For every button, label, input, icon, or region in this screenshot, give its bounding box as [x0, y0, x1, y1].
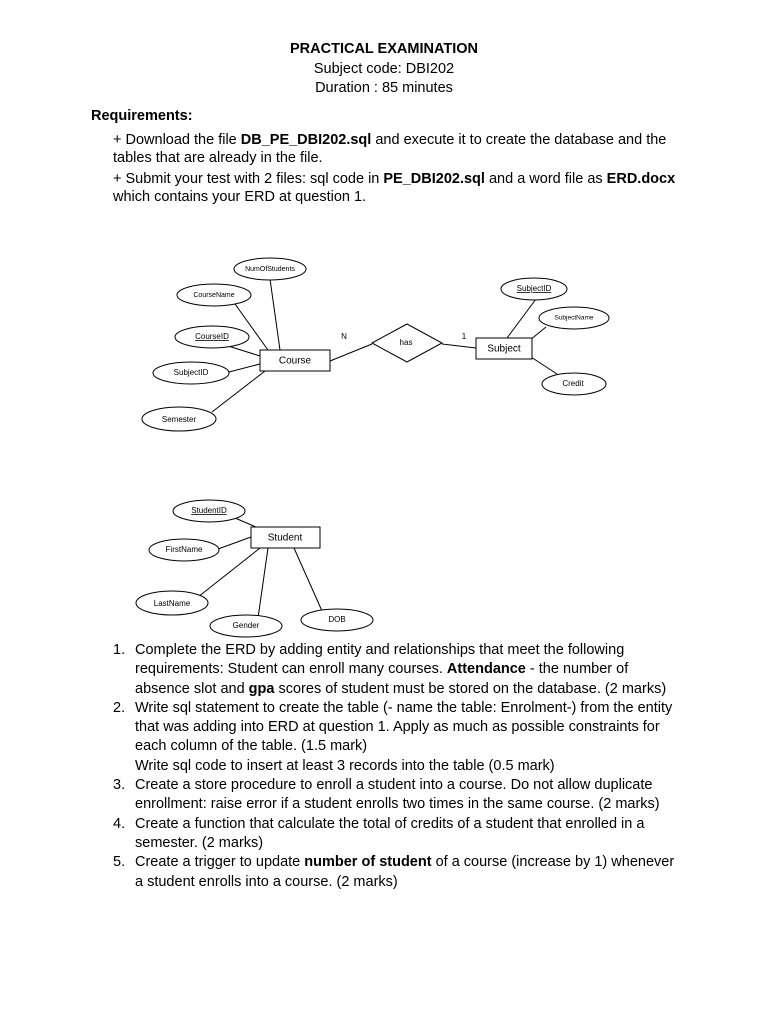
requirement-download-prefix: + Download the file	[113, 132, 241, 148]
gpa-term: gpa	[248, 680, 275, 697]
cardinality-n: N	[341, 332, 347, 342]
entity-course-label: Course	[278, 355, 312, 367]
question-number: 4.	[113, 815, 126, 832]
submit-sql-file-name: PE_DBI202.sql	[383, 171, 485, 187]
attr-lastname-label: LastName	[153, 599, 191, 609]
requirements-heading: Requirements:	[91, 108, 193, 124]
entity-subject-label: Subject	[487, 343, 521, 355]
attr-coursename-label: CourseName	[193, 291, 235, 299]
question-4	[113, 815, 683, 854]
question-number: 3.	[113, 777, 126, 794]
question-text: - the number of absence slot and	[135, 661, 629, 697]
question-text: scores of student must be stored on the database. (2 marks)	[274, 680, 667, 697]
attr-dob-label: DOB	[328, 615, 346, 625]
requirement-download	[113, 131, 693, 167]
erd-diagram	[0, 240, 768, 640]
attr-gender-label: Gender	[232, 621, 260, 631]
requirement-submit-suffix: which contains your ERD at question 1.	[113, 189, 367, 205]
attr-subjectid-label: SubjectID	[516, 284, 552, 294]
requirement-submit-middle: and a word file as	[484, 171, 607, 187]
attr-course-subjectid-label: SubjectID	[173, 368, 209, 378]
attr-numofstudents-label: NumOfStudents	[245, 265, 295, 273]
question-text: Create a store procedure to enroll a student into a course. Do not allow duplicate enrollment: raise error if a student enrolls two times in the same course. (2 marks)	[135, 777, 660, 813]
question-1	[113, 641, 683, 699]
question-2	[113, 699, 683, 776]
question-text: Create a trigger to update	[135, 854, 305, 871]
question-text: Write sql statement to create the table (- name the table: Enrolment-) from the entity that was adding into ERD at question 1. Apply as much as possible constraints for each column of the table. (1.5 mark)	[135, 699, 673, 755]
question-3	[113, 776, 683, 815]
requirement-submit	[113, 170, 693, 206]
requirement-download-suffix: and execute it to create the database and the tables that are already in the file.	[113, 132, 667, 166]
question-number: 1.	[113, 642, 126, 658]
attr-courseid-label: CourseID	[195, 332, 229, 342]
attr-semester-label: Semester	[161, 415, 197, 425]
sql-file-name: DB_PE_DBI202.sql	[240, 132, 372, 148]
question-list	[113, 641, 683, 892]
duration: Duration : 85 minutes	[315, 80, 453, 96]
entity-student-label: Student	[267, 532, 303, 544]
question-text: Complete the ERD by adding entity and relationships that meet the following requirements: Student can enroll many courses.	[135, 642, 625, 678]
question-number: 2.	[113, 699, 126, 716]
question-5	[113, 853, 683, 892]
question-text: Create a function that calculate the total of credits of a student that enrolled in a semester. (2 marks)	[135, 815, 645, 851]
attendance-term: Attendance	[446, 661, 526, 678]
exam-title: PRACTICAL EXAMINATION	[290, 41, 478, 57]
attr-subjectname-label: SubjectName	[554, 314, 594, 322]
requirement-submit-prefix: + Submit your test with 2 files: sql code in	[113, 171, 384, 187]
attr-credit-label: Credit	[562, 379, 584, 389]
relationship-has-label: has	[399, 338, 413, 348]
subject-code: Subject code: DBI202	[313, 61, 455, 77]
number-of-student-term: number of student	[304, 854, 432, 871]
attr-studentid-label: StudentID	[191, 506, 227, 516]
question-text: of a course (increase by 1) whenever a student enrolls into a course. (2 marks)	[135, 854, 675, 890]
question-number: 5.	[113, 854, 126, 871]
word-file-name: ERD.docx	[606, 171, 676, 187]
attr-firstname-label: FirstName	[165, 545, 203, 555]
question-text: Write sql code to insert at least 3 records into the table (0.5 mark)	[135, 757, 555, 774]
cardinality-1: 1	[461, 332, 467, 342]
